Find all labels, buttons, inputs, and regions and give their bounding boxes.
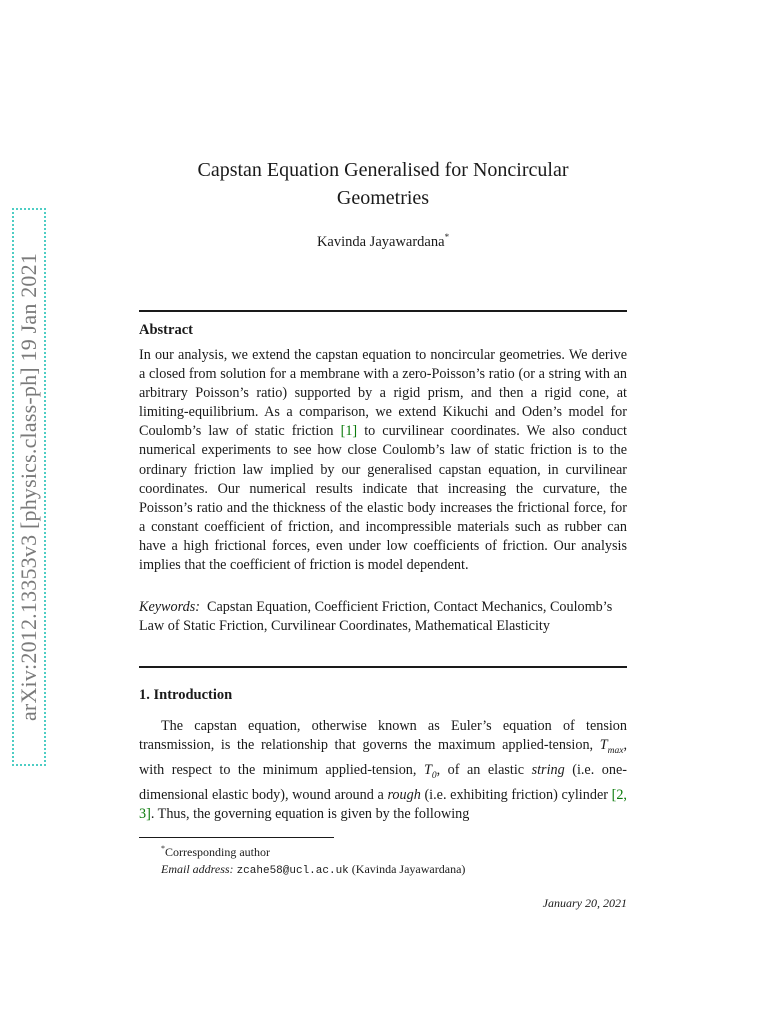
symbol-tmax bbox=[599, 737, 624, 756]
abstract-bottom-rule bbox=[139, 666, 627, 668]
symbol-t0-base: T bbox=[423, 762, 432, 779]
footnote-text: Corresponding author bbox=[165, 845, 270, 859]
citation-link-2-3[interactable]: [2, 3] bbox=[139, 786, 627, 823]
keywords-text: Capstan Equation, Coefficient Friction, Contact Mechanics, Coulomb’s Law of Static Friction, Curvilinear Coordinates, Mathematical Elasticity bbox=[139, 599, 613, 635]
author-footnote-mark[interactable]: * bbox=[444, 232, 450, 242]
intro-text-6: . Thus, the governing equation is given by the following bbox=[150, 806, 470, 823]
intro-text-5: (i.e. exhibiting friction) cylinder bbox=[420, 786, 612, 803]
title-line-2: Geometries bbox=[336, 187, 430, 209]
symbol-t0-sub: 0 bbox=[431, 770, 437, 781]
abstract-top-rule bbox=[139, 310, 627, 312]
introduction-paragraph bbox=[139, 717, 627, 824]
footnote-email bbox=[161, 861, 627, 880]
intro-text-2: , with respect to the minimum applied-tension, bbox=[139, 737, 627, 779]
paper-title bbox=[139, 156, 627, 212]
arxiv-stamp[interactable] bbox=[12, 208, 46, 766]
abstract-text bbox=[139, 346, 627, 575]
intro-text-1: The capstan equation, otherwise known as Euler’s equation of tension transmission, is the relationship that governs the maximum applied-tension, bbox=[139, 718, 627, 754]
abstract-heading: Abstract bbox=[139, 322, 193, 338]
section-heading-introduction: 1. Introduction bbox=[139, 687, 233, 703]
abstract-part-2: to curvilinear coordinates. We also conduct numerical experiments to see how close Coulomb’s law of static friction is to the ordinary friction law implied by our generalised capstan equation, in curvilinear coordinates. Our numerical results indicate that increasing the curvature, the Poisson’s ratio and the thickness of the elastic body increases the frictional force, for a constant coefficient of friction, and incompressible materials such as rubber can have a high frictional forces, even under low coefficients of friction. Our analysis implies that the coefficient of friction is model dependent. bbox=[139, 423, 627, 574]
email-link[interactable]: zcahe58@ucl.ac.uk bbox=[236, 865, 349, 877]
title-line-1: Capstan Equation Generalised for Noncircular bbox=[197, 159, 569, 181]
keywords bbox=[139, 598, 627, 636]
intro-text-4: (i.e. one-dimensional elastic body), wound around a bbox=[139, 762, 627, 803]
author-name bbox=[139, 232, 627, 251]
footnote-corresponding bbox=[161, 840, 627, 861]
author-text: Kavinda Jayawardana bbox=[316, 233, 445, 250]
arxiv-stamp-text: arXiv:2012.13353v3 [physics.class-ph] 19 Jan 2021 bbox=[16, 252, 41, 722]
symbol-tmax-base: T bbox=[599, 737, 608, 754]
symbol-t0 bbox=[423, 762, 437, 781]
preprint-date: January 20, 2021 bbox=[542, 896, 627, 910]
keywords-label: Keywords: bbox=[139, 599, 200, 615]
intro-term-rough: rough bbox=[387, 786, 421, 803]
abstract-part-1: In our analysis, we extend the capstan equation to noncircular geometries. We derive a closed from solution for a membrane with a zero-Poisson’s ratio (or a string with an arbitrary Poisson’s ratio) supported by a rigid prism, and then a rigid cone, at limiting-equilibrium. As a comparison, we extend Kikuchi and Oden’s model for Coulomb’s law of static friction bbox=[139, 347, 627, 440]
symbol-tmax-sub: max bbox=[607, 745, 624, 756]
footnote-rule bbox=[139, 837, 334, 838]
citation-link-1[interactable]: [1] bbox=[340, 423, 358, 440]
email-label: Email address: bbox=[161, 862, 234, 876]
footnote-mark: * bbox=[161, 844, 165, 853]
footnote bbox=[161, 840, 627, 880]
intro-text-3: , of an elastic bbox=[436, 762, 532, 779]
email-owner: (Kavinda Jayawardana) bbox=[351, 862, 466, 876]
intro-term-string: string bbox=[531, 762, 565, 779]
